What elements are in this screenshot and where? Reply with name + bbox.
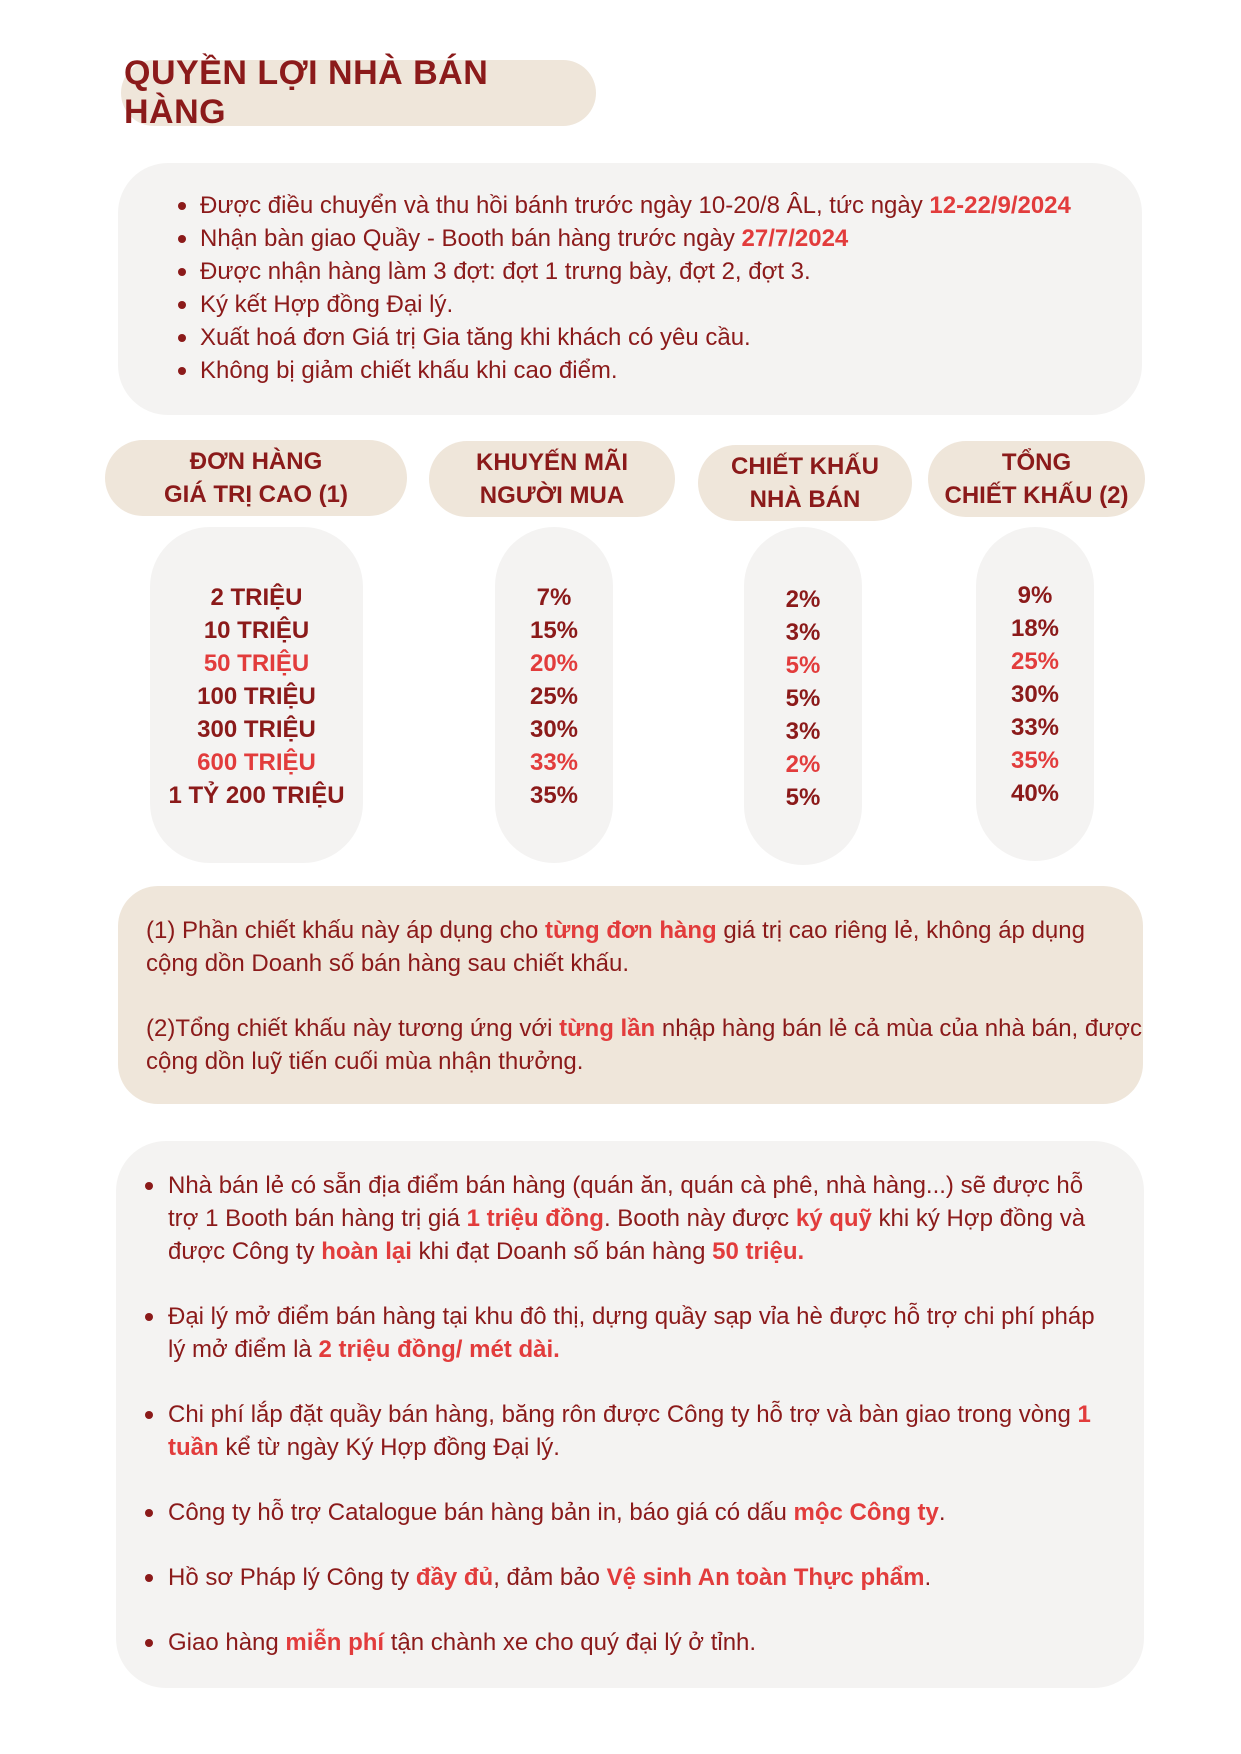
support-highlight: 1 tuần xyxy=(168,1401,1091,1461)
support-box xyxy=(116,1141,1144,1688)
list-item xyxy=(178,288,1142,321)
support-text: tận chành xe cho quý đại lý ở tỉnh. xyxy=(384,1629,757,1656)
table-cell: 30% xyxy=(1010,681,1060,708)
note-text: (1) Phần chiết khấu này áp dụng cho xyxy=(146,917,545,944)
support-text: kể từ ngày Ký Hợp đồng Đại lý. xyxy=(218,1434,560,1461)
support-highlight: 2 triệu đồng/ mét dài. xyxy=(318,1336,560,1363)
table-cell: 5% xyxy=(785,685,821,712)
table-cell: 600 TRIỆU xyxy=(197,749,316,776)
header-total-discount xyxy=(928,441,1145,517)
list-item xyxy=(178,321,1142,354)
list-item xyxy=(178,255,1142,288)
table-cell: 7% xyxy=(536,584,572,611)
table-cell: 18% xyxy=(1010,615,1060,642)
benefit-text: Được điều chuyển và thu hồi bánh trước ngày 10-20/8 ÂL, tức ngày xyxy=(200,192,930,219)
list-item xyxy=(168,1300,1114,1366)
table-cell: 1 TỶ 200 TRIỆU xyxy=(168,782,345,809)
list-item xyxy=(178,222,1142,255)
page-title xyxy=(121,54,596,131)
header-order-value xyxy=(105,440,407,516)
table-cell: 5% xyxy=(785,784,821,811)
table-cell: 33% xyxy=(1010,714,1060,741)
list-item xyxy=(168,1398,1114,1464)
support-highlight: ký quỹ xyxy=(795,1205,872,1232)
header-line: GIÁ TRỊ CAO (1) xyxy=(164,481,348,508)
support-list xyxy=(168,1169,1114,1659)
table-cell: 100 TRIỆU xyxy=(197,683,316,710)
table-cell: 30% xyxy=(529,716,579,743)
benefit-text: Được nhận hàng làm 3 đợt: đợt 1 trưng bày, đợt 2, đợt 3. xyxy=(200,258,811,285)
support-text: Chi phí lắp đặt quầy bán hàng, băng rôn được Công ty hỗ trợ và bàn giao trong vòng xyxy=(168,1401,1078,1428)
column-total-discount xyxy=(976,527,1094,861)
benefit-text: Nhận bàn giao Quầy - Booth bán hàng trước ngày xyxy=(200,225,742,252)
support-text: khi ký Hợp đồng và được Công ty xyxy=(168,1205,1086,1265)
list-item xyxy=(168,1626,1114,1659)
benefit-text: Ký kết Hợp đồng Đại lý. xyxy=(200,291,454,318)
table-cell: 300 TRIỆU xyxy=(197,716,316,743)
list-item xyxy=(178,354,1142,387)
benefit-text: Không bị giảm chiết khấu khi cao điểm. xyxy=(200,357,618,384)
note-text: nhập hàng bán lẻ cả mùa của nhà bán, được cộng dồn luỹ tiến cuối mùa nhận thưởng. xyxy=(146,1015,1143,1075)
header-line: NHÀ BÁN xyxy=(749,486,861,513)
benefit-highlight: 27/7/2024 xyxy=(741,225,849,252)
support-text: . xyxy=(924,1564,932,1591)
support-text: . xyxy=(938,1499,946,1526)
benefit-text: Xuất hoá đơn Giá trị Gia tăng khi khách có yêu cầu. xyxy=(200,324,751,351)
list-item xyxy=(178,189,1142,222)
page-title-text: QUYỀN LỢI NHÀ BÁN HÀNG xyxy=(124,54,489,131)
table-cell: 3% xyxy=(785,619,821,646)
support-highlight: đầy đủ xyxy=(415,1564,494,1591)
table-cell: 33% xyxy=(529,749,579,776)
column-seller-discount xyxy=(744,527,862,865)
table-cell: 15% xyxy=(529,617,579,644)
table-cell: 2% xyxy=(785,751,821,778)
note-text: (2)Tổng chiết khấu này tương ứng với xyxy=(146,1015,560,1042)
table-cell: 9% xyxy=(1017,582,1053,609)
support-text: khi đạt Doanh số bán hàng xyxy=(411,1238,713,1265)
support-highlight: mộc Công ty xyxy=(793,1499,939,1526)
header-line: KHUYẾN MÃI xyxy=(475,449,628,476)
table-cell: 5% xyxy=(785,652,821,679)
header-line: ĐƠN HÀNG xyxy=(189,448,323,475)
list-item xyxy=(168,1561,1114,1594)
header-buyer-promo xyxy=(429,441,675,517)
table-cell: 2% xyxy=(785,586,821,613)
table-cell: 2 TRIỆU xyxy=(210,584,303,611)
support-text: Hồ sơ Pháp lý Công ty xyxy=(168,1564,416,1591)
support-highlight: Vệ sinh An toàn Thực phẩm xyxy=(606,1564,925,1591)
table-cell: 25% xyxy=(1010,648,1060,675)
column-buyer-promo xyxy=(495,527,613,863)
note-highlight: từng lần xyxy=(559,1015,656,1042)
header-seller-discount xyxy=(698,445,912,521)
table-cell: 35% xyxy=(1010,747,1060,774)
support-highlight: 1 triệu đồng xyxy=(466,1205,604,1232)
support-text: . Booth này được xyxy=(603,1205,796,1232)
list-item xyxy=(168,1496,1114,1529)
support-highlight: miễn phí xyxy=(285,1629,385,1656)
support-highlight: 50 triệu. xyxy=(712,1238,805,1265)
table-cell: 10 TRIỆU xyxy=(203,617,310,644)
table-cell: 3% xyxy=(785,718,821,745)
header-line: TỔNG xyxy=(1001,449,1072,476)
table-cell: 35% xyxy=(529,782,579,809)
benefits-list xyxy=(178,189,1142,387)
benefits-box xyxy=(118,163,1142,415)
note-highlight: từng đơn hàng xyxy=(544,917,717,944)
table-cell: 50 TRIỆU xyxy=(203,650,310,677)
support-text: Nhà bán lẻ có sẵn địa điểm bán hàng (quán ăn, quán cà phê, nhà hàng...) sẽ được hỗ trợ 1 Booth bán hàng trị giá xyxy=(168,1172,1084,1232)
table-cell: 40% xyxy=(1010,780,1060,807)
table-cell: 25% xyxy=(529,683,579,710)
support-text: Giao hàng xyxy=(168,1629,286,1656)
header-line: CHIẾT KHẤU xyxy=(731,453,879,480)
list-item xyxy=(168,1169,1114,1268)
column-order-value xyxy=(150,527,363,863)
note-text: giá trị cao riêng lẻ, không áp dụng cộng dồn Doanh số bán hàng sau chiết khấu. xyxy=(146,917,1085,977)
support-highlight: hoàn lại xyxy=(321,1238,412,1265)
support-text: , đảm bảo xyxy=(493,1564,607,1591)
support-text: Công ty hỗ trợ Catalogue bán hàng bản in, báo giá có dấu xyxy=(168,1499,794,1526)
benefit-highlight: 12-22/9/2024 xyxy=(929,192,1071,219)
notes-box xyxy=(118,886,1143,1104)
header-line: CHIẾT KHẤU (2) xyxy=(944,482,1129,509)
header-line: NGƯỜI MUA xyxy=(479,482,625,509)
table-cell: 20% xyxy=(529,650,579,677)
note-1 xyxy=(146,914,1143,980)
support-text: Đại lý mở điểm bán hàng tại khu đô thị, dựng quầy sạp vỉa hè được hỗ trợ chi phí pháp lý mở điểm là xyxy=(168,1303,1095,1363)
note-2 xyxy=(146,1012,1143,1078)
